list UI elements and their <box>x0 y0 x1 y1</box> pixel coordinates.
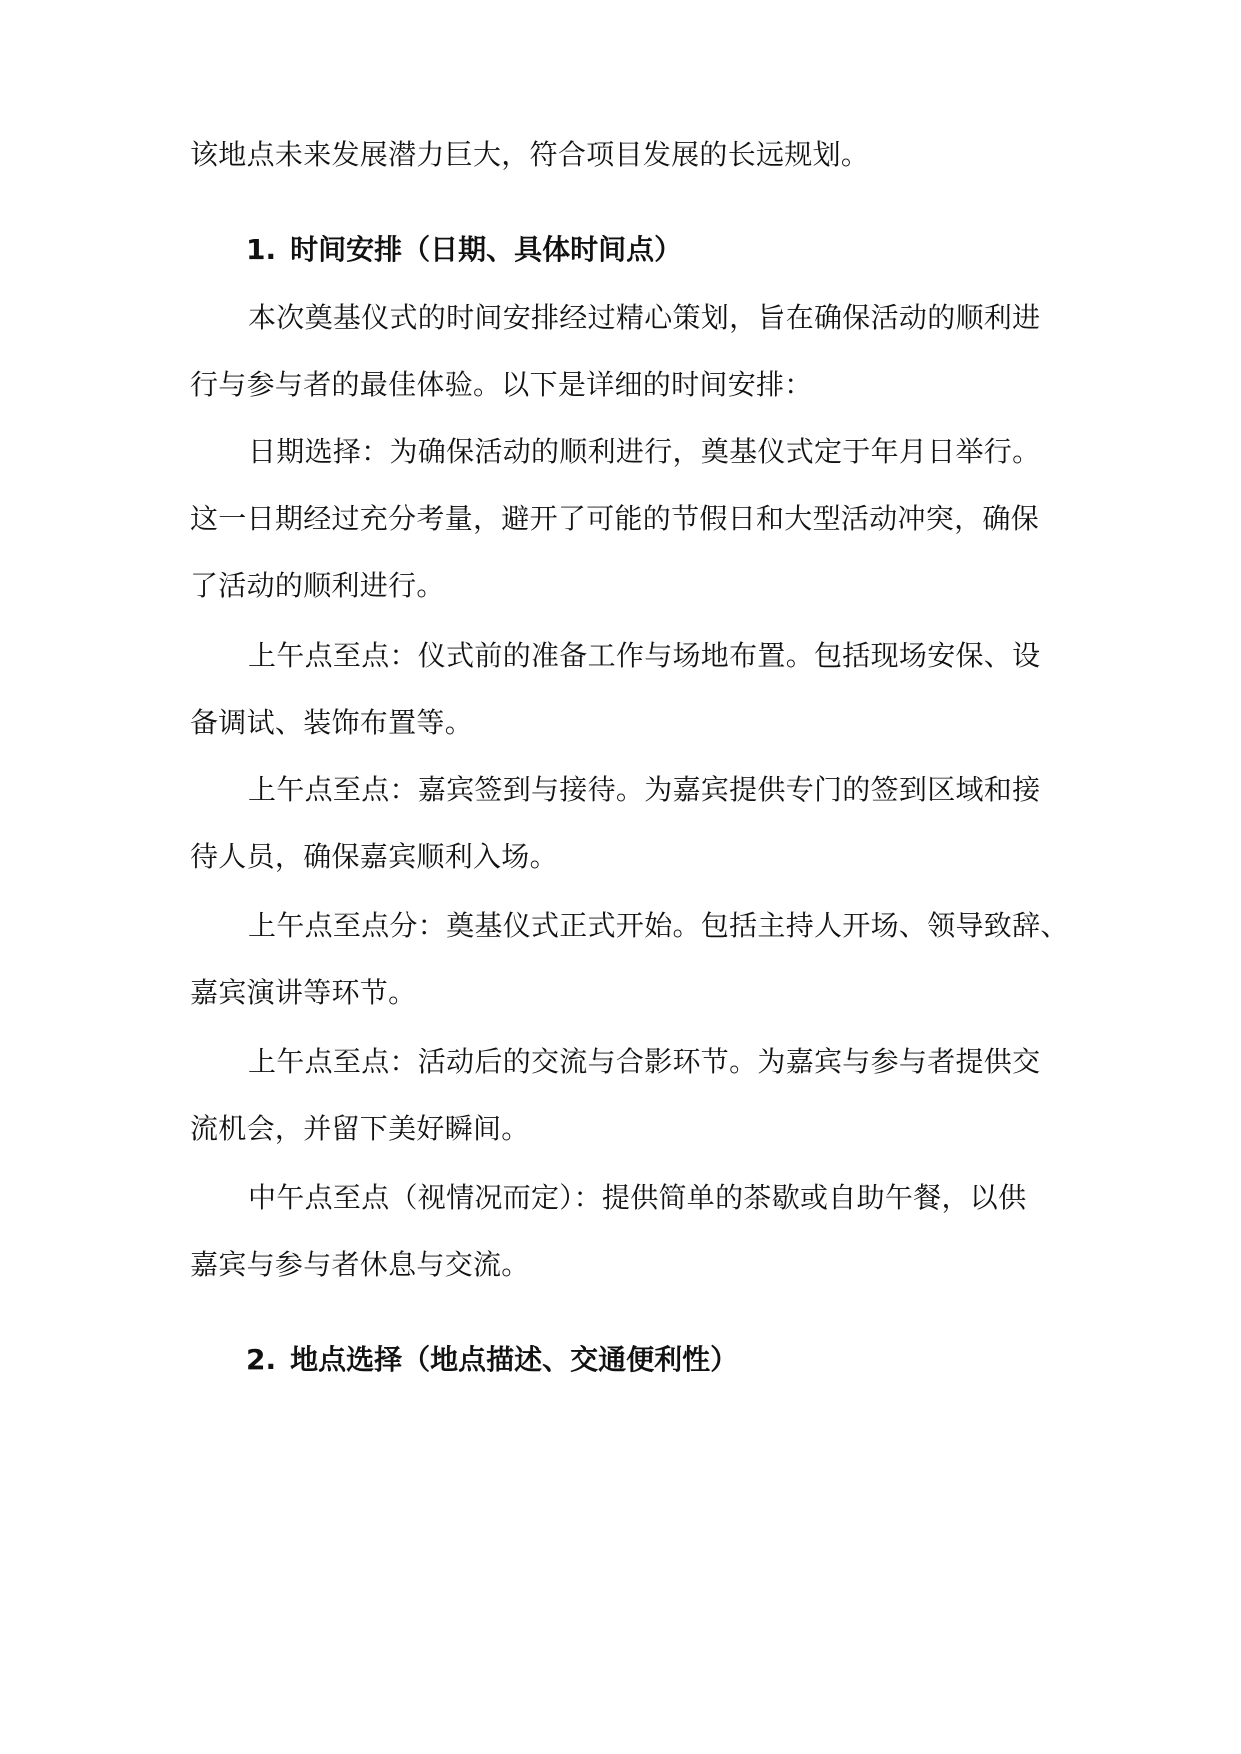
paragraph-4-line-2: 待人员，确保嘉宾顺利入场。 <box>190 840 558 873</box>
paragraph-2-line-2: 这一日期经过充分考量，避开了可能的节假日和大型活动冲突，确保 <box>190 502 1040 535</box>
paragraph-6-line-1: 上午点至点：活动后的交流与合影环节。为嘉宾与参与者提供交 <box>248 1045 1041 1078</box>
paragraph-6-line-2: 流机会，并留下美好瞬间。 <box>190 1112 530 1145</box>
section-1-heading <box>246 230 682 270</box>
paragraph-1-line-2: 行与参与者的最佳体验。以下是详细的时间安排： <box>190 368 813 401</box>
paragraph-2-line-3: 了活动的顺利进行。 <box>190 569 445 602</box>
section-2-title: 地点选择（地点描述、交通便利性） <box>290 1343 739 1376</box>
paragraph-7-line-1: 中午点至点（视情况而定）：提供简单的茶歇或自助午餐，以供 <box>248 1181 1027 1214</box>
section-2-heading <box>246 1340 738 1380</box>
paragraph-3-line-1: 上午点至点：仪式前的准备工作与场地布置。包括现场安保、设 <box>248 639 1041 672</box>
intro-line: 该地点未来发展潜力巨大，符合项目发展的长远规划。 <box>190 138 870 171</box>
paragraph-1-line-1: 本次奠基仪式的时间安排经过精心策划，旨在确保活动的顺利进 <box>248 301 1041 334</box>
paragraph-5-line-1: 上午点至点分：奠基仪式正式开始。包括主持人开场、领导致辞、 <box>248 909 1069 942</box>
section-2-number: 2. <box>246 1343 277 1376</box>
paragraph-7-line-2: 嘉宾与参与者休息与交流。 <box>190 1248 530 1281</box>
paragraph-4-line-1: 上午点至点：嘉宾签到与接待。为嘉宾提供专门的签到区域和接 <box>248 773 1041 806</box>
section-1-number: 1. <box>246 233 277 266</box>
section-1-title: 时间安排（日期、具体时间点） <box>290 233 683 266</box>
paragraph-5-line-2: 嘉宾演讲等环节。 <box>190 976 417 1009</box>
paragraph-3-line-2: 备调试、装饰布置等。 <box>190 706 474 739</box>
paragraph-2-line-1: 日期选择：为确保活动的顺利进行，奠基仪式定于年月日举行。 <box>248 435 1041 468</box>
